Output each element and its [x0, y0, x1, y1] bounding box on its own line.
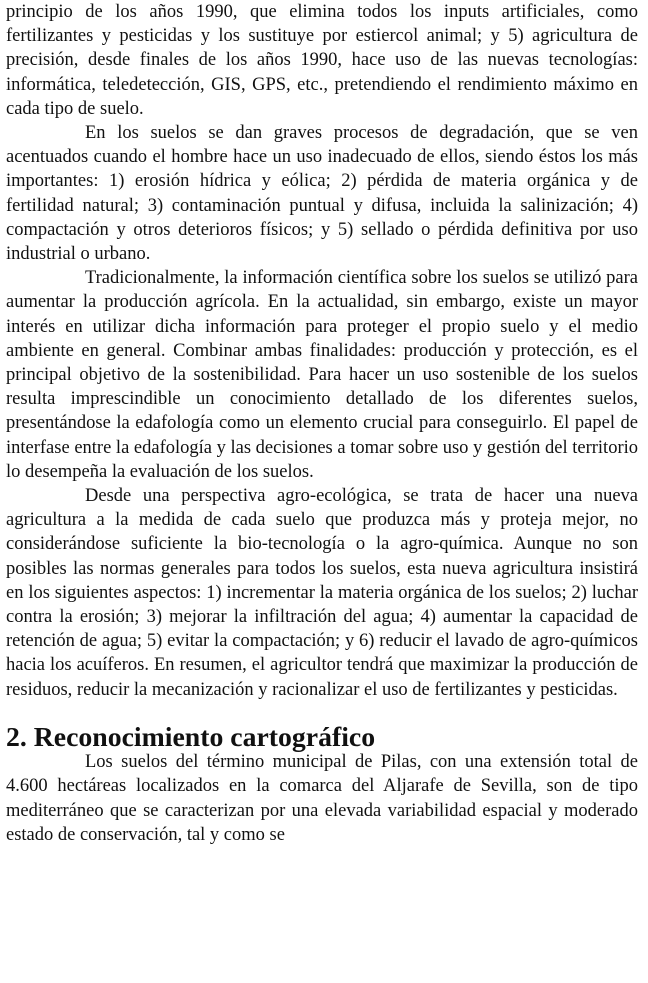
paragraph-degradation: En los suelos se dan graves procesos de degradación, que se ven acentuados cuando el hombre hace un uso inadecuado de ellos, siendo éstos los más importantes: 1) erosión hídrica y eólica; 2) pérdida de materia orgánica y de fertilidad natural; 3) contaminación puntual y difusa, incluida la salinización; 4) compactación y otros deterioros físicos; y 5) sellado o pérdida definitiva por uso industrial o urbano. [6, 123, 638, 265]
paragraph-pilas-soils: Los suelos del término municipal de Pilas, con una extensión total de 4.600 hectáreas localizados en la comarca del Aljarafe de Sevilla, son de tipo mediterráneo que se caracterizan por una elevada variabilidad espacial y moderado estado de conservación, tal y como se [6, 752, 638, 845]
paragraph-continued: principio de los años 1990, que elimina todos los inputs artificiales, como fertilizantes y pesticidas y los sustituye por estiercol animal; y 5) agricultura de precisión, desde finales de los años 1990, hace uso de las nuevas tecnologías: informática, teledetección, GIS, GPS, etc., pretendiendo el rendimiento máximo en cada tipo de suelo. [6, 2, 638, 119]
paragraph-agro-ecological: Desde una perspectiva agro-ecológica, se trata de hacer una nueva agricultura a la medida de cada suelo que produzca más y proteja mejor, no considerándose suficiente la bio-tecnología o la agro-química. Aunque no son posibles las normas generales para todos los suelos, esta nueva agricultura insistirá en los siguientes aspectos: 1) incrementar la materia orgánica de los suelos; 2) luchar contra la erosión; 3) mejorar la infiltración del agua; 4) aumentar la capacidad de retención de agua; 5) evitar la compactación; y 6) reducir el lavado de agro-químicos hacia los acuíferos. En resumen, el agricultor tendrá que maximizar la producción de residuos, reducir la mecanización y racionalizar el uso de fertilizantes y pesticidas. [6, 486, 638, 700]
section-heading: 2. Reconocimiento cartográfico [6, 721, 376, 753]
document-page [6, 0, 638, 847]
paragraph-scientific-information: Tradicionalmente, la información científica sobre los suelos se utilizó para aumentar la producción agrícola. En la actualidad, sin embargo, existe un mayor interés en utilizar dicha información para proteger el propio suelo y el medio ambiente en general. Combinar ambas finalidades: producción y protección, es el principal objetivo de la sostenibilidad. Para hacer un uso sostenible de los suelos resulta imprescindible un conocimiento detallado de los diferentes suelos, presentándose la edafología como un elemento crucial para conseguirlo. El papel de interfase entre la edafología y las decisiones a tomar sobre uso y gestión del territorio lo desempeña la evaluación de los suelos. [6, 268, 638, 482]
